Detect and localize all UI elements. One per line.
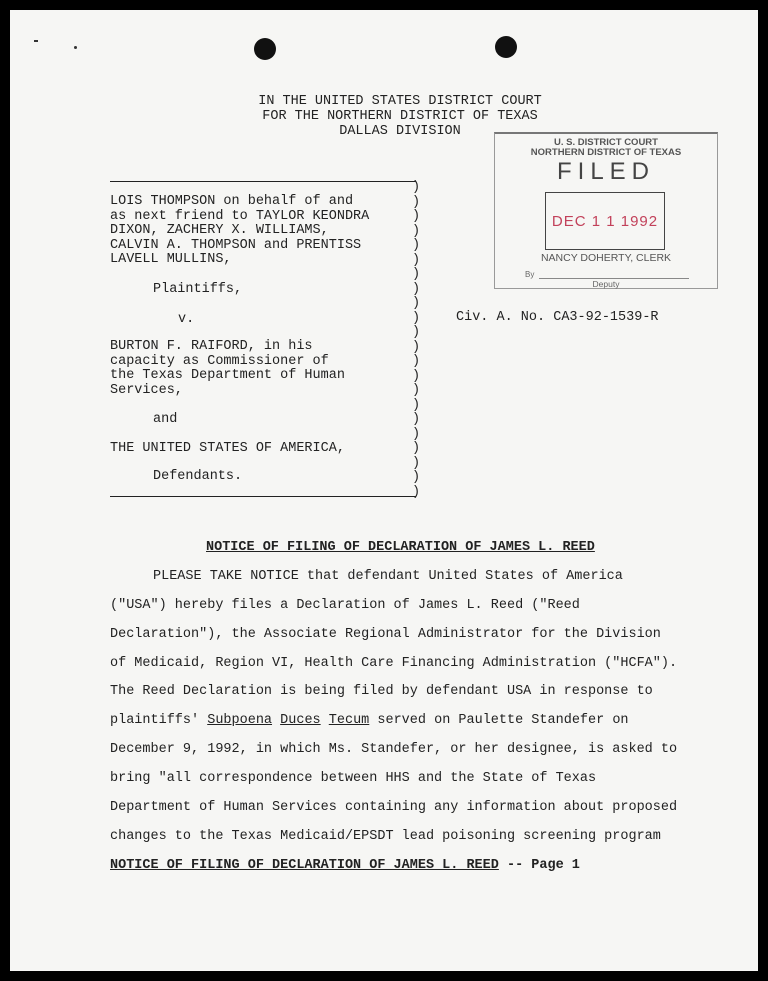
caption-paren: ) <box>412 484 421 500</box>
caption-paren: ) <box>412 180 421 195</box>
caption-paren: ) <box>412 281 421 297</box>
stamp-date-box <box>545 192 665 250</box>
plaintiff-line: as next friend to TAYLOR KEONDRA <box>110 208 370 224</box>
body-line: changes to the Texas Medicaid/EPSDT lead poisoning screening program <box>110 829 661 844</box>
scan-mark <box>74 46 77 49</box>
caption-paren: ) <box>412 325 421 340</box>
caption-paren: ) <box>412 223 421 239</box>
punch-hole <box>254 38 276 60</box>
caption-paren: ) <box>412 397 421 413</box>
caption-paren: ) <box>412 441 421 456</box>
body-line: The Reed Declaration is being filed by defendant USA in response to <box>110 684 653 699</box>
caption-bottom-rule <box>110 496 416 497</box>
body-line: ("USA") hereby files a Declaration of James L. Reed ("Reed <box>110 598 580 613</box>
court-line: FOR THE NORTHERN DISTRICT OF TEXAS <box>262 109 538 124</box>
stamp-by: By <box>525 270 535 279</box>
subpoena-word: Subpoena <box>207 713 273 728</box>
body-text <box>272 713 280 728</box>
stamp-clerk: NANCY DOHERTY, CLERK <box>540 252 672 264</box>
court-line: IN THE UNITED STATES DISTRICT COURT <box>258 94 542 109</box>
plaintiff-line: DIXON, ZACHERY X. WILLIAMS, <box>110 223 329 238</box>
caption-paren: ) <box>412 470 421 485</box>
caption-paren: ) <box>412 383 421 398</box>
stamp-date: DEC 1 1 1992 <box>551 213 659 230</box>
plaintiffs-block <box>110 195 369 268</box>
body-line: Declaration"), the Associate Regional Administrator for the Division <box>110 627 661 642</box>
stamp-filed: FILED <box>556 158 655 185</box>
caption-paren: ) <box>412 339 421 355</box>
body-line: bring "all correspondence between HHS and the State of Texas <box>110 771 597 786</box>
filed-stamp <box>494 132 718 289</box>
caption-top-rule <box>110 181 416 182</box>
body-text: plaintiffs' <box>110 713 208 728</box>
caption-paren: ) <box>412 426 421 442</box>
caption-paren: ) <box>412 412 421 427</box>
court-line: DALLAS DIVISION <box>339 124 461 139</box>
caption-parentheses <box>412 181 420 500</box>
defendant-1-block <box>110 340 345 398</box>
caption-paren: ) <box>412 310 421 326</box>
caption-paren: ) <box>412 368 421 384</box>
defendants-label: Defendants. <box>153 469 243 484</box>
defendant-line: Services, <box>110 382 183 398</box>
footer-title: NOTICE OF FILING OF DECLARATION OF JAMES L. REED <box>110 858 499 873</box>
defendant-line: BURTON F. RAIFORD, in his <box>110 339 313 354</box>
body-text <box>321 713 329 728</box>
versus: v. <box>178 312 195 327</box>
document-page <box>10 10 758 971</box>
defendant-line: capacity as Commissioner of <box>110 353 329 369</box>
page-footer <box>110 858 580 873</box>
caption-paren: ) <box>412 252 421 268</box>
punch-hole <box>495 36 517 58</box>
scan-mark <box>34 40 38 42</box>
stamp-district: NORTHERN DISTRICT OF TEXAS <box>530 147 682 158</box>
stamp-deputy: Deputy <box>592 279 620 289</box>
caption-paren: ) <box>412 238 421 253</box>
body-line: PLEASE TAKE NOTICE that defendant United States of America <box>153 569 623 584</box>
case-number: Civ. A. No. CA3-92-1539-R <box>456 310 659 325</box>
plaintiffs-label: Plaintiffs, <box>153 282 243 297</box>
body-line-subpoena <box>110 713 629 728</box>
body-text: served on Paulette Standefer on <box>369 713 629 728</box>
plaintiff-line: LOIS THOMPSON on behalf of and <box>110 194 354 209</box>
caption-paren: ) <box>412 194 421 210</box>
defendant-line: the Texas Department of Human <box>110 368 345 383</box>
stamp-court: U. S. DISTRICT COURT <box>554 137 658 148</box>
notice-title: NOTICE OF FILING OF DECLARATION OF JAMES L. REED <box>206 540 595 555</box>
caption-paren: ) <box>412 267 421 282</box>
body-line: December 9, 1992, in which Ms. Standefer, or her designee, is asked to <box>110 742 678 757</box>
defendant-2: THE UNITED STATES OF AMERICA, <box>110 441 345 456</box>
and-label: and <box>153 412 178 427</box>
body-line: Department of Human Services containing any information about proposed <box>110 800 678 815</box>
caption-paren: ) <box>412 455 421 471</box>
body-line: of Medicaid, Region VI, Health Care Financing Administration ("HCFA"). <box>110 656 678 671</box>
caption-paren: ) <box>412 209 421 224</box>
tecum-word: Tecum <box>328 713 370 728</box>
plaintiff-line: LAVELL MULLINS, <box>110 252 232 267</box>
caption-paren: ) <box>412 354 421 369</box>
caption-paren: ) <box>412 296 421 311</box>
plaintiff-line: CALVIN A. THOMPSON and PRENTISS <box>110 237 362 253</box>
duces-word: Duces <box>280 713 321 728</box>
footer-page: -- Page 1 <box>498 858 580 873</box>
